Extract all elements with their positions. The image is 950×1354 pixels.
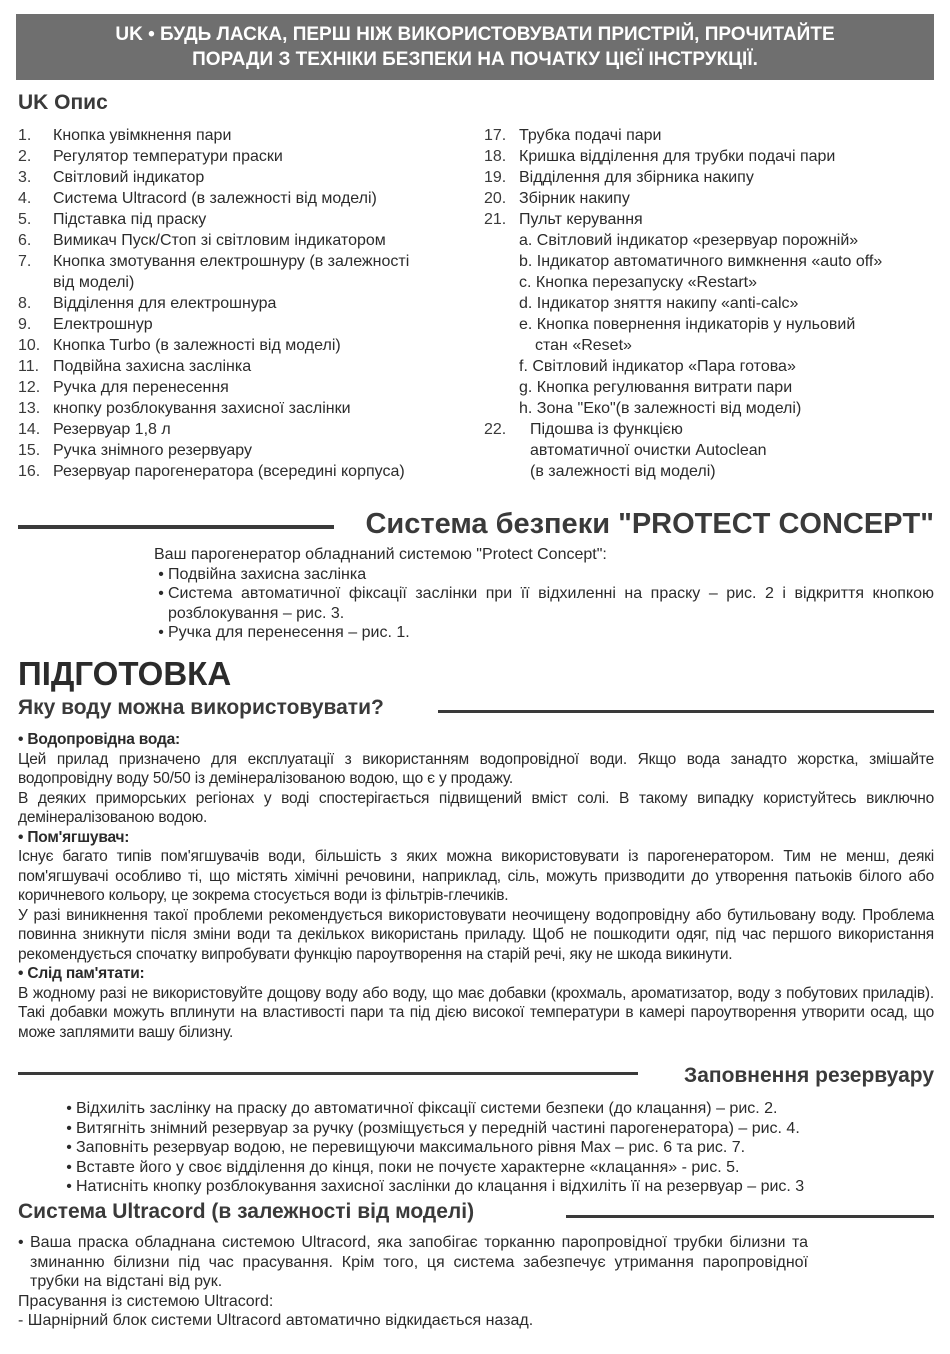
item-text: Електрошнур <box>53 316 153 333</box>
bullet-icon: • <box>18 1234 24 1251</box>
water-title: Яку воду можна використовувати? <box>18 696 390 720</box>
protect-body <box>154 545 934 643</box>
bullet-item <box>62 1119 934 1139</box>
item-number: 18. <box>484 148 507 165</box>
protect-title: Система безпеки "PROTECT CONCEPT" <box>365 508 934 540</box>
list-item <box>18 188 468 209</box>
bullet-text: Система автоматичної фіксації заслінки при її відхиленні на праску – рис. 2 і відкриття кнопкою розблокування – рис. 3. <box>168 585 934 622</box>
item-number: 2. <box>18 148 32 165</box>
list-item <box>18 356 468 377</box>
bullet-icon: • <box>66 1100 72 1117</box>
list-item <box>18 398 468 419</box>
bullet-icon: • <box>66 1119 72 1137</box>
item-text: Підставка під праску <box>53 211 207 228</box>
bullet-text: Вставте його у своє відділення до кінця, поки не почуєте характерне «клацання» - рис. 5. <box>76 1158 740 1176</box>
paragraph: - Шарнірний блок системи Ultracord автоматично відкидається назад. <box>18 1312 534 1329</box>
list-item <box>18 293 468 314</box>
item-text: Кнопка увімкнення пари <box>53 127 232 144</box>
paragraph: Існує багато типів пом'ягшувачів води, більшість з яких можна використовувати із парогенератором. Тим не менш, деякі пом'ягшувачі особливо ті, що містять хімічні речовини, наприклад, сіль, можуть призводити до утворення патьоків білого або коричневого кольору, це зокрема стосується води із фільтрів-глечиків. <box>18 848 934 904</box>
item-text-continuation: (в залежності від моделі) <box>530 463 716 480</box>
water-section <box>18 730 934 1042</box>
item-number: 19. <box>484 169 507 186</box>
item-number: 21. <box>484 211 507 228</box>
fill-title: Заповнення резервуару <box>684 1064 934 1087</box>
ultracord-section <box>18 1233 808 1331</box>
item-number: 8. <box>18 295 32 312</box>
preparation-title: ПІДГОТОВКА <box>18 655 232 692</box>
list-item <box>18 314 468 335</box>
sub-item-e-continuation: стан «Reset» <box>535 337 632 354</box>
paragraph: В деяких приморських регіонах у воді спостерігається підвищений вміст солі. В такому випадку користуйтесь виключно демінералізованою водою. <box>18 789 934 826</box>
item-text: Відділення для електрошнура <box>53 295 277 312</box>
item-text: Система Ultracord (в залежності від моделі) <box>53 190 377 207</box>
item-text: Резервуар 1,8 л <box>53 421 171 438</box>
list-item <box>484 188 934 209</box>
item-number: 22. <box>484 421 507 438</box>
bullet-item <box>62 1138 934 1158</box>
bullet-text: Витягніть знімний резервуар за ручку (розміщується у передній частині парогенератора) – рис. 4. <box>76 1119 800 1137</box>
item-number: 12. <box>18 379 41 396</box>
list-item <box>18 461 468 482</box>
bullet-text: Відхиліть заслінку на праску до автоматичної фіксації системи безпеки (до клацання) – рис. 2. <box>76 1100 778 1117</box>
ultracord-heading-row <box>18 1200 934 1228</box>
paragraph: Прасування із системою Ultracord: <box>18 1292 274 1310</box>
item-text: Ручка для перенесення <box>53 379 229 396</box>
item-text: Світловий індикатор <box>53 169 205 186</box>
item-text: Кнопка Turbo (в залежності від моделі) <box>53 337 341 354</box>
item-number: 17. <box>484 127 507 144</box>
bullet-text: Заповніть резервуар водою, не перевищуючи максимального рівня Max – рис. 6 та рис. 7. <box>76 1139 746 1156</box>
item-text: Вимикач Пуск/Стоп зі світловим індикатором <box>53 232 386 249</box>
item-number: 4. <box>18 190 32 207</box>
item-text: Трубка подачі пари <box>519 127 662 144</box>
bullet-icon: • <box>66 1139 72 1156</box>
paragraph: Цей прилад призначено для експлуатації з використанням водопровідної води. Якщо вода занадто жорстка, змішайте водопровідну воду 50/50 із демінералізованою водою, що є у продажу. <box>18 750 934 787</box>
item-number: 3. <box>18 169 32 186</box>
bullet-text: Натисніть кнопку розблокування захисної заслінки до клацання і відхиліть її на резервуар – рис. 3 <box>76 1178 805 1195</box>
sub-item-g: g. Кнопка регулювання витрати пари <box>519 379 793 396</box>
divider-line <box>18 525 334 529</box>
item-text-continuation: автоматичної очистки Autoclean <box>530 442 767 459</box>
item-number: 6. <box>18 232 32 249</box>
item-text: Подвійна захисна заслінка <box>53 358 252 375</box>
item-text: Регулятор температури праски <box>53 148 283 165</box>
item-number: 5. <box>18 211 32 228</box>
list-item <box>18 125 468 146</box>
protect-intro: Ваш парогенератор обладнаний системою "Protect Concept": <box>154 546 607 563</box>
list-item <box>18 146 468 167</box>
water-heading-row <box>18 696 934 722</box>
description-list-right <box>484 125 934 482</box>
banner-line-2: ПОРАДИ З ТЕХНІКИ БЕЗПЕКИ НА ПОЧАТКУ ЦІЄЇ ІНСТРУКЦІЇ. <box>192 49 758 70</box>
item-number: 10. <box>18 337 41 354</box>
divider-line <box>438 710 934 713</box>
tap-water-heading: • Водопровідна вода: <box>18 731 180 748</box>
list-item <box>18 440 468 461</box>
bullet-icon: • <box>158 624 164 641</box>
item-number: 20. <box>484 190 507 207</box>
list-item <box>18 335 468 356</box>
item-number: 16. <box>18 463 41 480</box>
bullet-icon: • <box>66 1158 72 1176</box>
divider-line <box>18 1072 638 1075</box>
list-item <box>18 167 468 188</box>
bullet-item <box>154 565 934 585</box>
list-item <box>18 209 468 230</box>
bullet-item <box>154 623 934 643</box>
item-text: Пульт керування <box>519 211 643 228</box>
item-text-continuation: від моделі) <box>53 274 135 291</box>
bullet-item <box>62 1177 934 1197</box>
item-number: 15. <box>18 442 41 459</box>
safety-warning-banner <box>16 14 934 80</box>
bullet-item <box>18 1233 808 1292</box>
ultracord-title: Система Ultracord (в залежності від моделі) <box>18 1200 475 1223</box>
list-item <box>18 419 468 440</box>
sub-item-a: a. Світловий індикатор «резервуар порожній» <box>519 232 859 249</box>
item-number: 13. <box>18 400 41 417</box>
item-text: Кнопка змотування електрошнуру (в залежності <box>53 253 410 270</box>
sub-item-b: b. Індикатор автоматичного вимкнення «auto off» <box>519 253 883 270</box>
bullet-text: Ручка для перенесення – рис. 1. <box>168 624 410 641</box>
list-item <box>484 419 934 440</box>
sub-item-e: e. Кнопка повернення індикаторів у нульовий <box>519 316 856 333</box>
item-number: 14. <box>18 421 41 438</box>
item-number: 7. <box>18 253 32 270</box>
banner-line-1: UK • БУДЬ ЛАСКА, ПЕРШ НІЖ ВИКОРИСТОВУВАТИ ПРИСТРІЙ, ПРОЧИТАЙТЕ <box>115 24 835 45</box>
item-number: 9. <box>18 316 32 333</box>
description-title: UK Опис <box>18 91 108 114</box>
paragraph: У разі виникнення такої проблеми рекомендується використовувати неочищену водопровідну або бутильовану воду. Проблема повинна зникнути після зміни води та декількох використань приладу. Щоб не пошкодити одяг, під час першого використання рекомендується спочатку випробувати функцію пароутворення на старій речі, яку не шкода викинути. <box>18 906 934 963</box>
item-text: Відділення для збірника накипу <box>519 169 754 186</box>
item-number: 11. <box>18 358 40 375</box>
remember-heading: • Слід пам'ятати: <box>18 965 145 982</box>
list-item <box>484 209 934 230</box>
sub-item-h: h. Зона "Еко"(в залежності від моделі) <box>519 400 802 417</box>
fill-steps <box>62 1099 934 1197</box>
bullet-text: Подвійна захисна заслінка <box>168 565 367 583</box>
softener-heading: • Пом'ягшувач: <box>18 828 130 846</box>
sub-item-d: d. Індикатор зняття накипу «anti-calc» <box>519 295 799 312</box>
bullet-icon: • <box>158 585 164 602</box>
item-text: Підошва із функцією <box>530 421 683 438</box>
list-item <box>484 146 934 167</box>
item-text: Кришка відділення для трубки подачі пари <box>519 148 836 165</box>
protect-heading-row <box>18 508 934 544</box>
fill-heading-row <box>18 1064 934 1092</box>
bullet-item <box>62 1099 934 1119</box>
item-text: Ручка знімного резервуару <box>53 442 252 459</box>
sub-item-f: f. Світловий індикатор «Пара готова» <box>519 358 796 375</box>
item-text: Збірник накипу <box>519 190 630 207</box>
bullet-item <box>62 1158 934 1178</box>
list-item <box>18 251 468 272</box>
paragraph: В жодному разі не використовуйте дощову воду або воду, що має добавки (крохмаль, ароматизатор, воду з побутових приладів). Такі добавки можуть вплинути на властивості пари та під дією високої температури в камері пароутворення утворити осад, що може заплямити вашу білизну. <box>18 984 934 1041</box>
description-list-left <box>18 125 468 482</box>
list-item <box>18 377 468 398</box>
divider-line <box>566 1215 934 1218</box>
bullet-icon: • <box>66 1178 72 1195</box>
list-item <box>484 125 934 146</box>
list-item <box>484 167 934 188</box>
bullet-icon: • <box>158 565 164 583</box>
bullet-item <box>154 584 934 623</box>
item-text: Резервуар парогенератора (всередині корпуса) <box>53 463 405 480</box>
item-text: кнопку розблокування захисної заслінки <box>53 400 351 417</box>
list-item <box>18 230 468 251</box>
item-number: 1. <box>18 127 32 144</box>
sub-item-c: c. Кнопка перезапуску «Restart» <box>519 274 758 291</box>
bullet-text: Ваша праска обладнана системою Ultracord, яка запобігає торканню паропровідної трубки білизни та зминанню білизни під час прасування. Крім того, ця система забезпечує утримання паропровідної трубки на відстані від рук. <box>30 1234 808 1290</box>
